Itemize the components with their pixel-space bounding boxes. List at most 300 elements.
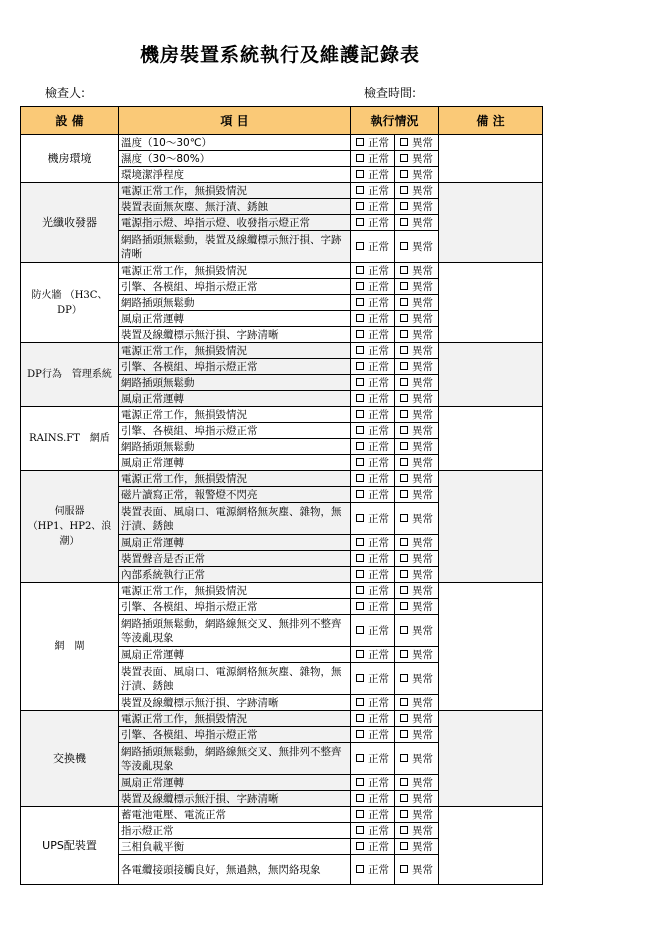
checkbox-icon[interactable]: [400, 426, 408, 434]
status-normal-cell[interactable]: [351, 839, 395, 855]
status-abnormal-cell[interactable]: [395, 663, 439, 695]
checkbox-icon[interactable]: [356, 842, 364, 850]
checkbox-icon[interactable]: [356, 394, 364, 402]
status-abnormal-cell[interactable]: [395, 151, 439, 167]
device-name: 伺服器 （HP1、HP2、浪潮）: [21, 471, 119, 583]
checkbox-icon[interactable]: [356, 538, 364, 546]
status-abnormal-label: 異常: [412, 825, 433, 837]
status-abnormal-cell[interactable]: [395, 743, 439, 775]
table-body: [21, 135, 543, 885]
status-normal-label: 正常: [368, 313, 389, 325]
checkbox-icon[interactable]: [356, 378, 364, 386]
checkbox-icon[interactable]: [356, 266, 364, 274]
checkbox-icon[interactable]: [400, 314, 408, 322]
status-abnormal-cell[interactable]: [395, 727, 439, 743]
status-abnormal-cell[interactable]: [395, 775, 439, 791]
note-cell[interactable]: [439, 711, 543, 807]
status-abnormal-cell[interactable]: [395, 487, 439, 503]
status-abnormal-cell[interactable]: [395, 615, 439, 647]
status-abnormal-cell[interactable]: [395, 551, 439, 567]
note-cell[interactable]: [439, 263, 543, 343]
checkbox-icon[interactable]: [400, 698, 408, 706]
status-abnormal-label: 異常: [412, 553, 433, 565]
status-abnormal-cell[interactable]: [395, 359, 439, 375]
table-row: [21, 407, 543, 423]
status-normal-label: 正常: [368, 377, 389, 389]
checkbox-icon[interactable]: [356, 514, 364, 522]
status-normal-cell[interactable]: [351, 311, 395, 327]
checkbox-icon[interactable]: [400, 362, 408, 370]
checkbox-icon[interactable]: [400, 298, 408, 306]
status-normal-cell[interactable]: [351, 647, 395, 663]
status-abnormal-cell[interactable]: [395, 391, 439, 407]
status-normal-label: 正常: [368, 864, 389, 876]
note-cell[interactable]: [439, 471, 543, 583]
device-name: 網 閘: [21, 583, 119, 711]
note-cell[interactable]: [439, 807, 543, 885]
checkbox-icon[interactable]: [400, 202, 408, 210]
status-normal-label: 正常: [368, 793, 389, 805]
status-normal-label: 正常: [368, 601, 389, 613]
check-item: 引擎、各模組、埠指示燈正常: [119, 279, 351, 295]
status-abnormal-label: 異常: [412, 513, 433, 525]
status-abnormal-cell[interactable]: [395, 327, 439, 343]
status-normal-label: 正常: [368, 697, 389, 709]
status-abnormal-label: 異常: [412, 777, 433, 789]
checkbox-icon[interactable]: [356, 138, 364, 146]
status-abnormal-cell[interactable]: [395, 791, 439, 807]
check-item: 網路插頭無鬆動，網路線無交叉、無排列不整齊等淩亂現象: [119, 615, 351, 647]
status-abnormal-cell[interactable]: [395, 599, 439, 615]
status-abnormal-label: 異常: [412, 329, 433, 341]
header-device: 設 備: [21, 107, 119, 135]
checkbox-icon[interactable]: [356, 794, 364, 802]
status-normal-label: 正常: [368, 409, 389, 421]
status-normal-cell[interactable]: [351, 855, 395, 885]
status-abnormal-cell[interactable]: [395, 823, 439, 839]
status-normal-label: 正常: [368, 569, 389, 581]
status-normal-label: 正常: [368, 489, 389, 501]
checkbox-icon[interactable]: [400, 714, 408, 722]
status-abnormal-label: 異常: [412, 569, 433, 581]
status-abnormal-cell[interactable]: [395, 407, 439, 423]
status-abnormal-cell[interactable]: [395, 135, 439, 151]
check-item: 電源指示燈、埠指示燈、收發指示燈正常: [119, 215, 351, 231]
status-abnormal-label: 異常: [412, 673, 433, 685]
table-row: [21, 263, 543, 279]
checkbox-icon[interactable]: [400, 218, 408, 226]
check-item: 裝置及線纜標示無汙損、字跡清晰: [119, 791, 351, 807]
status-abnormal-label: 異常: [412, 473, 433, 485]
status-normal-cell[interactable]: [351, 423, 395, 439]
status-normal-label: 正常: [368, 153, 389, 165]
status-abnormal-label: 異常: [412, 425, 433, 437]
status-abnormal-label: 異常: [412, 297, 433, 309]
status-abnormal-cell[interactable]: [395, 839, 439, 855]
checkbox-icon[interactable]: [400, 138, 408, 146]
checkbox-icon[interactable]: [400, 442, 408, 450]
device-name: DP行為 管理系統: [21, 343, 119, 407]
status-abnormal-cell[interactable]: [395, 855, 439, 885]
checkbox-icon[interactable]: [356, 778, 364, 786]
status-abnormal-label: 異常: [412, 697, 433, 709]
status-abnormal-label: 異常: [412, 713, 433, 725]
status-normal-cell[interactable]: [351, 807, 395, 823]
status-abnormal-label: 異常: [412, 409, 433, 421]
checkbox-icon[interactable]: [400, 474, 408, 482]
status-normal-cell[interactable]: [351, 359, 395, 375]
checkbox-icon[interactable]: [356, 170, 364, 178]
checkbox-icon[interactable]: [400, 242, 408, 250]
status-normal-cell[interactable]: [351, 727, 395, 743]
status-abnormal-label: 異常: [412, 217, 433, 229]
status-normal-cell[interactable]: [351, 167, 395, 183]
check-item: 濕度（30～80%）: [119, 151, 351, 167]
checkbox-icon[interactable]: [356, 282, 364, 290]
checkbox-icon[interactable]: [356, 362, 364, 370]
checkbox-icon[interactable]: [400, 170, 408, 178]
status-abnormal-cell[interactable]: [395, 199, 439, 215]
status-abnormal-cell[interactable]: [395, 535, 439, 551]
status-normal-label: 正常: [368, 825, 389, 837]
checkbox-icon[interactable]: [400, 754, 408, 762]
status-abnormal-cell[interactable]: [395, 231, 439, 263]
check-item: 網路插頭無鬆動，網路線無交叉、無排列不整齊等淩亂現象: [119, 743, 351, 775]
checkbox-icon[interactable]: [356, 314, 364, 322]
check-item: 電源正常工作，無損毀情況: [119, 407, 351, 423]
status-normal-cell[interactable]: [351, 183, 395, 199]
status-abnormal-cell[interactable]: [395, 295, 439, 311]
status-abnormal-cell[interactable]: [395, 807, 439, 823]
checkbox-icon[interactable]: [400, 346, 408, 354]
checkbox-icon[interactable]: [400, 650, 408, 658]
status-normal-cell[interactable]: [351, 551, 395, 567]
status-normal-cell[interactable]: [351, 487, 395, 503]
check-item: 指示燈正常: [119, 823, 351, 839]
status-normal-cell[interactable]: [351, 215, 395, 231]
checkbox-icon[interactable]: [400, 730, 408, 738]
status-normal-cell[interactable]: [351, 455, 395, 471]
status-normal-cell[interactable]: [351, 823, 395, 839]
status-normal-label: 正常: [368, 201, 389, 213]
status-normal-label: 正常: [368, 297, 389, 309]
check-item: 引擎、各模組、埠指示燈正常: [119, 423, 351, 439]
check-item: 內部系統執行正常: [119, 567, 351, 583]
checkbox-icon[interactable]: [356, 426, 364, 434]
note-cell[interactable]: [439, 343, 543, 407]
check-time-label: 檢查時間:: [364, 86, 417, 100]
check-item: 溫度（10～30℃）: [119, 135, 351, 151]
status-abnormal-cell[interactable]: [395, 423, 439, 439]
checkbox-icon[interactable]: [356, 186, 364, 194]
status-normal-cell[interactable]: [351, 135, 395, 151]
status-abnormal-label: 異常: [412, 729, 433, 741]
check-item: 風扇正常運轉: [119, 647, 351, 663]
status-normal-cell[interactable]: [351, 407, 395, 423]
status-abnormal-cell[interactable]: [395, 263, 439, 279]
status-abnormal-cell[interactable]: [395, 711, 439, 727]
status-normal-cell[interactable]: [351, 775, 395, 791]
status-abnormal-cell[interactable]: [395, 215, 439, 231]
checkbox-icon[interactable]: [400, 490, 408, 498]
check-item: 電源正常工作，無損毀情況: [119, 583, 351, 599]
checkbox-icon[interactable]: [356, 554, 364, 562]
device-name: 機房環境: [21, 135, 119, 183]
checkbox-icon[interactable]: [400, 810, 408, 818]
status-abnormal-label: 異常: [412, 753, 433, 765]
check-item: 三相負載平衡: [119, 839, 351, 855]
status-abnormal-cell[interactable]: [395, 583, 439, 599]
check-item: 裝置表面、風扇口、電源網格無灰塵、雜物，無汙漬、銹蝕: [119, 503, 351, 535]
check-item: 引擎、各模組、埠指示燈正常: [119, 727, 351, 743]
check-item: 引擎、各模組、埠指示燈正常: [119, 359, 351, 375]
status-abnormal-label: 異常: [412, 281, 433, 293]
table-row: [21, 807, 543, 823]
checkbox-icon[interactable]: [400, 778, 408, 786]
check-item: 裝置及線纜標示無汙損、字跡清晰: [119, 327, 351, 343]
status-normal-label: 正常: [368, 361, 389, 373]
status-normal-label: 正常: [368, 441, 389, 453]
checkbox-icon[interactable]: [400, 458, 408, 466]
check-item: 網路插頭無鬆動: [119, 295, 351, 311]
status-abnormal-label: 異常: [412, 137, 433, 149]
note-cell[interactable]: [439, 183, 543, 263]
checkbox-icon[interactable]: [400, 330, 408, 338]
header-note: 備 注: [439, 107, 543, 135]
check-item: 裝置表面無灰塵、無汙漬、銹蝕: [119, 199, 351, 215]
status-normal-cell[interactable]: [351, 343, 395, 359]
table-row: [21, 711, 543, 727]
status-normal-cell[interactable]: [351, 567, 395, 583]
status-normal-label: 正常: [368, 329, 389, 341]
check-item: 風扇正常運轉: [119, 391, 351, 407]
table-row: [21, 183, 543, 199]
checkbox-icon[interactable]: [356, 674, 364, 682]
checkbox-icon[interactable]: [400, 570, 408, 578]
status-normal-label: 正常: [368, 625, 389, 637]
device-name: 交換機: [21, 711, 119, 807]
check-item: 裝置聲音是否正常: [119, 551, 351, 567]
checkbox-icon[interactable]: [356, 154, 364, 162]
status-normal-cell[interactable]: [351, 615, 395, 647]
status-abnormal-cell[interactable]: [395, 567, 439, 583]
status-abnormal-label: 異常: [412, 169, 433, 181]
status-abnormal-label: 異常: [412, 457, 433, 469]
check-item: 網路插頭無鬆動，裝置及線纜標示無汙損、字跡清晰: [119, 231, 351, 263]
status-normal-cell[interactable]: [351, 439, 395, 455]
status-normal-label: 正常: [368, 777, 389, 789]
checkbox-icon[interactable]: [400, 826, 408, 834]
table-row: [21, 135, 543, 151]
status-normal-cell[interactable]: [351, 295, 395, 311]
table-header-row: [21, 107, 543, 135]
inspector-label: 檢查人:: [45, 86, 86, 100]
status-normal-cell[interactable]: [351, 503, 395, 535]
checkbox-icon[interactable]: [356, 458, 364, 466]
checkbox-icon[interactable]: [356, 298, 364, 306]
checkbox-icon[interactable]: [356, 586, 364, 594]
check-item: 電源正常工作，無損毀情況: [119, 711, 351, 727]
checkbox-icon[interactable]: [400, 154, 408, 162]
status-abnormal-label: 異常: [412, 265, 433, 277]
status-abnormal-cell[interactable]: [395, 279, 439, 295]
checkbox-icon[interactable]: [400, 186, 408, 194]
status-abnormal-label: 異常: [412, 185, 433, 197]
device-name: RAINS.FT 網盾: [21, 407, 119, 471]
status-normal-cell[interactable]: [351, 743, 395, 775]
status-abnormal-cell[interactable]: [395, 311, 439, 327]
status-abnormal-cell[interactable]: [395, 167, 439, 183]
checkbox-icon[interactable]: [400, 865, 408, 873]
status-abnormal-cell[interactable]: [395, 343, 439, 359]
checkbox-icon[interactable]: [356, 650, 364, 658]
checkbox-icon[interactable]: [356, 490, 364, 498]
check-item: 電源正常工作，無損毀情況: [119, 183, 351, 199]
check-item: 風扇正常運轉: [119, 311, 351, 327]
status-abnormal-cell[interactable]: [395, 183, 439, 199]
checkbox-icon[interactable]: [356, 570, 364, 578]
checkbox-icon[interactable]: [356, 865, 364, 873]
checkbox-icon[interactable]: [356, 202, 364, 210]
check-item: 網路插頭無鬆動: [119, 439, 351, 455]
check-item: 磁片讀寫正常，報警燈不閃亮: [119, 487, 351, 503]
status-abnormal-cell[interactable]: [395, 455, 439, 471]
checkbox-icon[interactable]: [356, 810, 364, 818]
status-normal-cell[interactable]: [351, 199, 395, 215]
check-item: 各電纜接頭接觸良好，無過熱，無閃絡現象: [119, 855, 351, 885]
checkbox-icon[interactable]: [400, 538, 408, 546]
note-cell[interactable]: [439, 583, 543, 711]
status-abnormal-label: 異常: [412, 793, 433, 805]
status-abnormal-label: 異常: [412, 393, 433, 405]
checkbox-icon[interactable]: [400, 626, 408, 634]
checkbox-icon[interactable]: [356, 218, 364, 226]
status-normal-cell[interactable]: [351, 711, 395, 727]
device-name: 光纖收發器: [21, 183, 119, 263]
status-normal-cell[interactable]: [351, 263, 395, 279]
check-item: 風扇正常運轉: [119, 775, 351, 791]
checkbox-icon[interactable]: [400, 410, 408, 418]
status-normal-cell[interactable]: [351, 151, 395, 167]
checkbox-icon[interactable]: [356, 714, 364, 722]
status-normal-label: 正常: [368, 217, 389, 229]
status-normal-cell[interactable]: [351, 663, 395, 695]
status-normal-cell[interactable]: [351, 599, 395, 615]
checkbox-icon[interactable]: [400, 842, 408, 850]
status-normal-cell[interactable]: [351, 583, 395, 599]
table-row: [21, 471, 543, 487]
checkbox-icon[interactable]: [400, 378, 408, 386]
checkbox-icon[interactable]: [400, 514, 408, 522]
status-normal-label: 正常: [368, 393, 389, 405]
checkbox-icon[interactable]: [400, 554, 408, 562]
checkbox-icon[interactable]: [400, 794, 408, 802]
checkbox-icon[interactable]: [400, 602, 408, 610]
checkbox-icon[interactable]: [356, 626, 364, 634]
checkbox-icon[interactable]: [356, 474, 364, 482]
note-cell[interactable]: [439, 407, 543, 471]
status-normal-label: 正常: [368, 537, 389, 549]
status-normal-cell[interactable]: [351, 391, 395, 407]
status-normal-label: 正常: [368, 841, 389, 853]
status-abnormal-label: 異常: [412, 864, 433, 876]
check-item: 網路插頭無鬆動: [119, 375, 351, 391]
status-abnormal-cell[interactable]: [395, 503, 439, 535]
checkbox-icon[interactable]: [356, 410, 364, 418]
status-normal-cell[interactable]: [351, 375, 395, 391]
checkbox-icon[interactable]: [356, 330, 364, 338]
status-normal-cell[interactable]: [351, 791, 395, 807]
status-abnormal-cell[interactable]: [395, 695, 439, 711]
header-status: 執行情況: [351, 107, 439, 135]
status-normal-label: 正常: [368, 169, 389, 181]
status-normal-cell[interactable]: [351, 535, 395, 551]
status-normal-label: 正常: [368, 753, 389, 765]
checkbox-icon[interactable]: [356, 346, 364, 354]
checkbox-icon[interactable]: [356, 442, 364, 450]
status-normal-label: 正常: [368, 729, 389, 741]
checkbox-icon[interactable]: [356, 602, 364, 610]
status-abnormal-label: 異常: [412, 809, 433, 821]
checkbox-icon[interactable]: [356, 698, 364, 706]
status-normal-cell[interactable]: [351, 695, 395, 711]
status-abnormal-cell[interactable]: [395, 375, 439, 391]
status-abnormal-label: 異常: [412, 377, 433, 389]
status-abnormal-label: 異常: [412, 153, 433, 165]
checkbox-icon[interactable]: [400, 394, 408, 402]
checkbox-icon[interactable]: [356, 754, 364, 762]
check-item: 環境潔淨程度: [119, 167, 351, 183]
table-row: [21, 583, 543, 599]
status-normal-label: 正常: [368, 513, 389, 525]
maintenance-record-table: [20, 106, 543, 885]
status-abnormal-cell[interactable]: [395, 647, 439, 663]
checkbox-icon[interactable]: [400, 674, 408, 682]
status-abnormal-label: 異常: [412, 625, 433, 637]
check-item: 電源正常工作，無損毀情況: [119, 263, 351, 279]
status-abnormal-cell[interactable]: [395, 471, 439, 487]
check-item: 蓄電池電壓、電流正常: [119, 807, 351, 823]
status-abnormal-cell[interactable]: [395, 439, 439, 455]
checkbox-icon[interactable]: [400, 586, 408, 594]
status-normal-cell[interactable]: [351, 279, 395, 295]
status-normal-cell[interactable]: [351, 327, 395, 343]
checkbox-icon[interactable]: [400, 266, 408, 274]
checkbox-icon[interactable]: [400, 282, 408, 290]
status-abnormal-label: 異常: [412, 361, 433, 373]
checkbox-icon[interactable]: [356, 242, 364, 250]
status-abnormal-label: 異常: [412, 489, 433, 501]
check-item: 裝置及線纜標示無汙損、字跡清晰: [119, 695, 351, 711]
status-normal-label: 正常: [368, 185, 389, 197]
note-cell[interactable]: [439, 135, 543, 183]
status-normal-label: 正常: [368, 265, 389, 277]
status-normal-cell[interactable]: [351, 231, 395, 263]
status-abnormal-label: 異常: [412, 537, 433, 549]
status-normal-label: 正常: [368, 137, 389, 149]
checkbox-icon[interactable]: [356, 826, 364, 834]
status-abnormal-label: 異常: [412, 313, 433, 325]
status-normal-label: 正常: [368, 457, 389, 469]
status-normal-cell[interactable]: [351, 471, 395, 487]
checkbox-icon[interactable]: [356, 730, 364, 738]
check-item: 電源正常工作，無損毀情況: [119, 343, 351, 359]
status-abnormal-label: 異常: [412, 241, 433, 253]
status-normal-label: 正常: [368, 425, 389, 437]
status-abnormal-label: 異常: [412, 345, 433, 357]
table-row: [21, 343, 543, 359]
device-name: UPS配裝置: [21, 807, 119, 885]
